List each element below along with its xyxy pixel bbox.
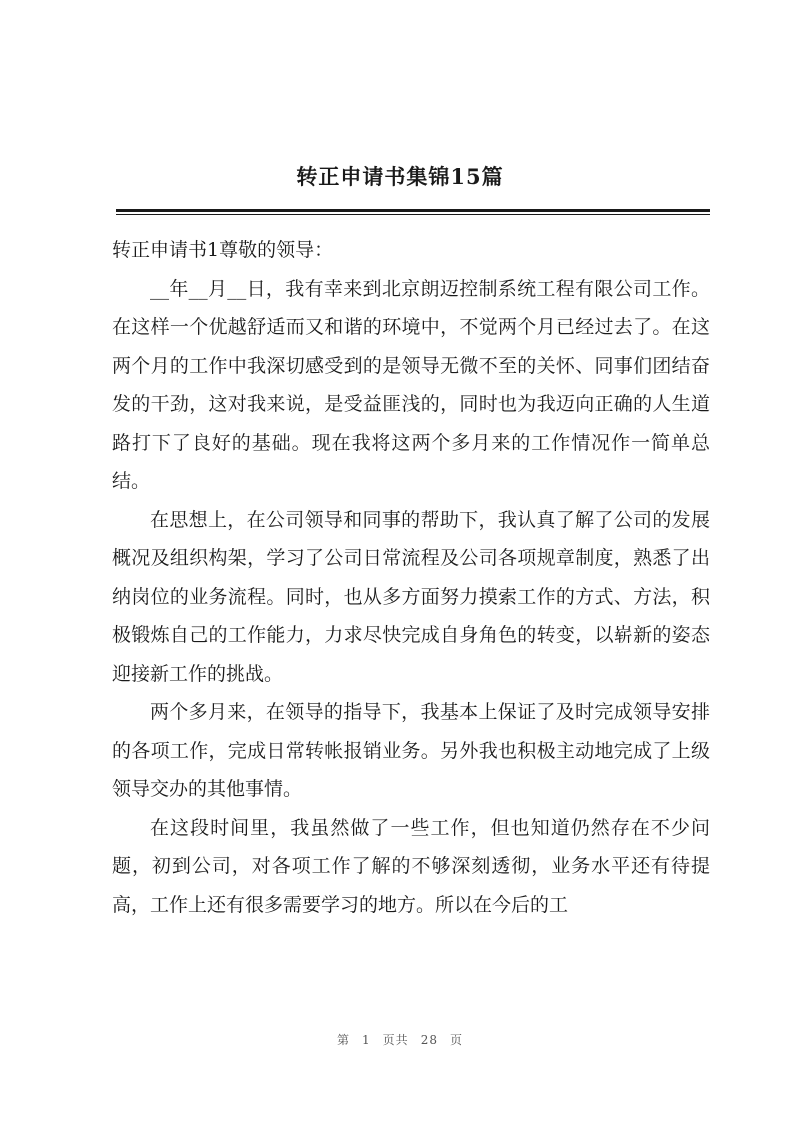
current-page-number: 1 xyxy=(362,1033,371,1047)
total-pages-number: 28 xyxy=(420,1033,438,1047)
page-label-suffix: 页 xyxy=(449,1033,463,1047)
body-paragraph: 在思想上，在公司领导和同事的帮助下，我认真了解了公司的发展概况及组织构架，学习了公司日常流程及公司各项规章制度，熟悉了出纳岗位的业务流程。同时，也从多方面努力摸索工作的方式、方法，积极锻炼自己的工作能力，力求尽快完成自身角色的转变，以崭新的姿态迎接新工作的挑战。 xyxy=(112,508,710,685)
document-title: 转正申请书集锦15篇 xyxy=(296,164,504,189)
body-paragraph: 在这段时间里，我虽然做了一些工作，但也知道仍然存在不少问题，初到公司，对各项工作了解的不够深刻透彻，业务水平还有待提高，工作上还有很多需要学习的地方。所以在今后的工 xyxy=(112,816,710,916)
page-label-mid: 页共 xyxy=(382,1033,409,1047)
page-label-prefix: 第 xyxy=(337,1033,351,1047)
page-footer xyxy=(0,1031,800,1048)
document-body xyxy=(112,231,710,924)
body-paragraph: __年__月__日，我有幸来到北京朗迈控制系统工程有限公司工作。在这样一个优越舒适而又和谐的环境中，不觉两个月已经过去了。在这两个月的工作中我深切感受到的是领导无微不至的关怀、同事们团结奋发的干劲，这对我来说，是受益匪浅的，同时也为我迈向正确的人生道路打下了良好的基础。现在我将这两个多月来的工作情况作一简单总结。 xyxy=(112,277,710,492)
body-paragraph: 两个多月来，在领导的指导下，我基本上保证了及时完成领导安排的各项工作，完成日常转帐报销业务。另外我也积极主动地完成了上级领导交办的其他事情。 xyxy=(112,701,710,800)
title-divider-thin xyxy=(116,214,710,215)
salutation-paragraph: 转正申请书1尊敬的领导： xyxy=(112,239,334,261)
title-divider-thick xyxy=(116,209,710,212)
